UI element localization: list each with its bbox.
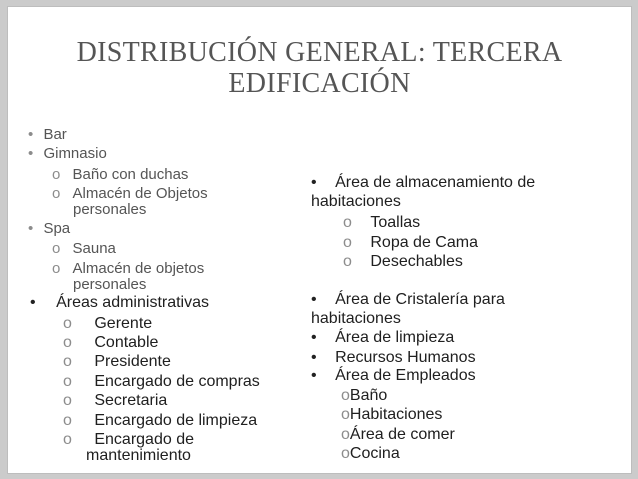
- item-label: Habitaciones: [349, 406, 443, 423]
- item-label: Área de comer: [349, 426, 455, 443]
- item-label: Sauna: [72, 240, 116, 257]
- bullet-dot: •: [311, 349, 317, 366]
- item-label: Área de almacenamiento de: [335, 174, 536, 191]
- bullet-circle: o: [341, 426, 350, 443]
- bullet-circle: o: [63, 373, 72, 390]
- list-subitem-continuation: mantenimiento: [86, 447, 191, 464]
- title-line-1: DISTRIBUCIÓN GENERAL: TERCERA: [76, 37, 563, 68]
- item-label: Área de Cristalería para: [335, 291, 505, 308]
- list-item-rrhh: [311, 349, 476, 367]
- list-subitem: [63, 373, 260, 391]
- item-label: Área de limpieza: [335, 329, 455, 346]
- list-subitem: [341, 406, 442, 424]
- item-label: Gimnasio: [43, 145, 107, 162]
- bullet-circle: o: [63, 392, 72, 409]
- bullet-circle: o: [52, 166, 61, 183]
- list-subitem: [52, 240, 116, 258]
- list-subitem: [63, 334, 158, 352]
- item-label: Presidente: [94, 353, 171, 370]
- item-label: Baño con duchas: [72, 166, 189, 183]
- item-label: Área de Empleados: [335, 367, 476, 384]
- bullet-circle: o: [341, 387, 350, 404]
- bullet-dot: •: [311, 329, 317, 346]
- item-label: Contable: [94, 334, 159, 351]
- list-subitem-continuation: personales: [73, 276, 147, 293]
- item-label: Desechables: [370, 253, 463, 270]
- list-item-continuation: habitaciones: [311, 310, 401, 327]
- list-subitem-continuation: personales: [73, 201, 147, 218]
- list-item-admin: [30, 294, 209, 312]
- item-label: Toallas: [370, 214, 421, 231]
- item-label: Secretaria: [94, 392, 168, 409]
- item-label: Áreas administrativas: [56, 294, 210, 311]
- right-column: [308, 7, 631, 473]
- slide: [7, 6, 632, 474]
- bullet-dot: •: [311, 367, 317, 384]
- bullet-circle: o: [343, 253, 352, 270]
- item-label: Encargado de: [94, 431, 194, 448]
- title-line-2: EDIFICACIÓN: [228, 68, 411, 99]
- list-subitem: [341, 387, 387, 405]
- item-label: Bar: [43, 126, 67, 143]
- list-subitem: [343, 253, 463, 271]
- bullet-circle: o: [343, 234, 352, 251]
- list-item-continuation: habitaciones: [311, 193, 401, 210]
- list-item-almacenamiento: [311, 174, 535, 192]
- bullet-circle: o: [63, 315, 72, 332]
- bullet-dot: •: [28, 126, 34, 143]
- list-item-empleados: [311, 367, 476, 385]
- item-label: Encargado de compras: [94, 373, 260, 390]
- list-subitem: [63, 392, 167, 410]
- item-label: Recursos Humanos: [335, 349, 476, 366]
- bullet-circle: o: [63, 353, 72, 370]
- item-label: Gerente: [94, 315, 153, 332]
- list-item-cristaleria: [311, 291, 505, 309]
- bullet-circle: o: [63, 334, 72, 351]
- list-item-limpieza: [311, 329, 454, 347]
- bullet-circle: o: [52, 185, 61, 202]
- bullet-dot: •: [30, 294, 36, 311]
- left-column: [8, 7, 318, 473]
- bullet-dot: •: [28, 145, 34, 162]
- item-label: Encargado de limpieza: [94, 412, 258, 429]
- list-subitem: [63, 315, 152, 333]
- bullet-dot: •: [311, 174, 317, 191]
- list-item-bar: [28, 126, 67, 144]
- bullet-circle: o: [52, 240, 61, 257]
- item-label: Cocina: [349, 445, 400, 462]
- list-subitem: [341, 426, 455, 444]
- item-label: Almacén de objetos: [72, 260, 205, 277]
- bullet-circle: o: [341, 445, 350, 462]
- list-item-spa: [28, 220, 70, 238]
- list-subitem: [343, 234, 478, 252]
- list-subitem: [52, 166, 188, 184]
- list-subitem: [63, 412, 257, 430]
- bullet-circle: o: [63, 431, 72, 448]
- list-subitem: [343, 214, 420, 232]
- bullet-circle: o: [63, 412, 72, 429]
- bullet-dot: •: [28, 220, 34, 237]
- item-label: Ropa de Cama: [370, 234, 478, 251]
- bullet-circle: o: [52, 260, 61, 277]
- bullet-dot: •: [311, 291, 317, 308]
- list-subitem: [63, 353, 171, 371]
- bullet-circle: o: [343, 214, 352, 231]
- item-label: Spa: [43, 220, 71, 237]
- item-label: Baño: [349, 387, 388, 404]
- item-label: Almacén de Objetos: [72, 185, 208, 202]
- bullet-circle: o: [341, 406, 350, 423]
- list-subitem: [341, 445, 400, 463]
- list-item-gimnasio: [28, 145, 107, 163]
